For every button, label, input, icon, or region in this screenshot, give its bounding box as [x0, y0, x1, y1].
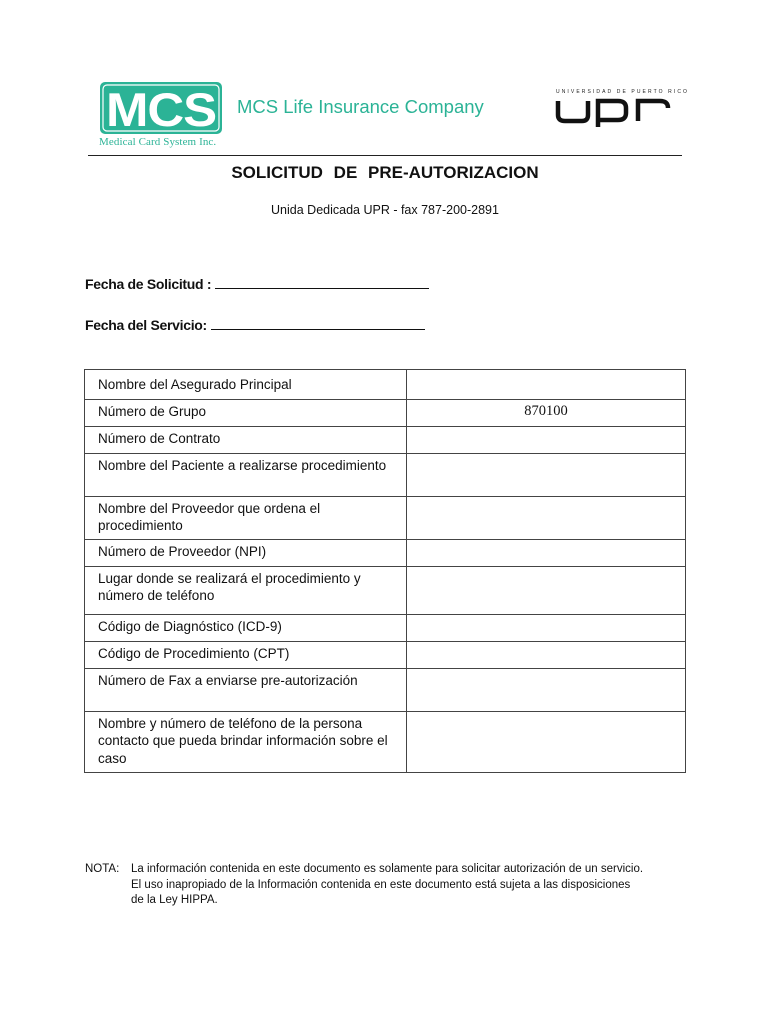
company-name: MCS Life Insurance Company [237, 96, 484, 117]
row-label: Código de Procedimiento (CPT) [85, 642, 407, 669]
upr-logo [556, 89, 690, 127]
row-label: Nombre del Paciente a realizarse procedimiento [85, 454, 407, 497]
row-value[interactable] [407, 712, 686, 773]
row-label: Lugar donde se realizará el procedimiento y número de teléfono [85, 567, 407, 615]
note-line: La información contenida en este documento es solamente para solicitar autorización de un servicio. [131, 863, 644, 875]
service-date-label: Fecha del Servicio: [85, 317, 207, 333]
request-date-field [85, 274, 429, 292]
table-row [85, 567, 686, 615]
note-body [131, 862, 643, 909]
row-value[interactable] [407, 454, 686, 497]
preauthorization-table [84, 369, 686, 773]
request-date-label: Fecha de Solicitud : [85, 276, 212, 292]
table-row [85, 642, 686, 669]
form-subtitle: Unida Dedicada UPR - fax 787-200-2891 [271, 203, 499, 217]
service-date-field [85, 315, 425, 333]
row-value[interactable] [407, 669, 686, 712]
row-label: Nombre y número de teléfono de la persona contacto que pueda brindar información sobre el caso [85, 712, 407, 773]
partner-logo-caption: UNIVERSIDAD DE PUERTO RICO [556, 89, 690, 95]
row-value[interactable] [407, 642, 686, 669]
row-label: Número de Fax a enviarse pre-autorización [85, 669, 407, 712]
row-value[interactable] [407, 615, 686, 642]
group-number-value[interactable]: 870100 [407, 400, 686, 427]
form-title: SOLICITUD DE PRE-AUTORIZACION [231, 163, 539, 182]
note-line: El uso inapropiado de la Información contenida en este documento está sujeta a las disposiciones [131, 878, 631, 891]
svg-text:MCS: MCS [106, 83, 216, 136]
logo-subtitle: Medical Card System Inc. [99, 136, 217, 148]
table-row [85, 669, 686, 712]
request-date-blank[interactable] [215, 274, 429, 289]
note-tag: NOTA: [85, 863, 120, 875]
table-row [85, 540, 686, 567]
header-divider [88, 155, 682, 156]
table-row [85, 400, 686, 427]
row-label: Nombre del Proveedor que ordena el procedimiento [85, 497, 407, 540]
service-date-blank[interactable] [211, 315, 425, 330]
row-value[interactable] [407, 567, 686, 615]
row-value[interactable] [407, 540, 686, 567]
row-label: Número de Grupo [85, 400, 407, 427]
row-label: Número de Contrato [85, 427, 407, 454]
table-row [85, 712, 686, 773]
mcs-logo [100, 82, 222, 134]
row-value[interactable] [407, 370, 686, 400]
row-label: Nombre del Asegurado Principal [85, 370, 407, 400]
table-row [85, 454, 686, 497]
row-value[interactable] [407, 427, 686, 454]
note-line: de la Ley HIPPA. [131, 894, 218, 906]
row-value[interactable] [407, 497, 686, 540]
table-row [85, 497, 686, 540]
row-label: Número de Proveedor (NPI) [85, 540, 407, 567]
row-label: Código de Diagnóstico (ICD-9) [85, 615, 407, 642]
table-row [85, 615, 686, 642]
table-row [85, 427, 686, 454]
table-row [85, 370, 686, 400]
